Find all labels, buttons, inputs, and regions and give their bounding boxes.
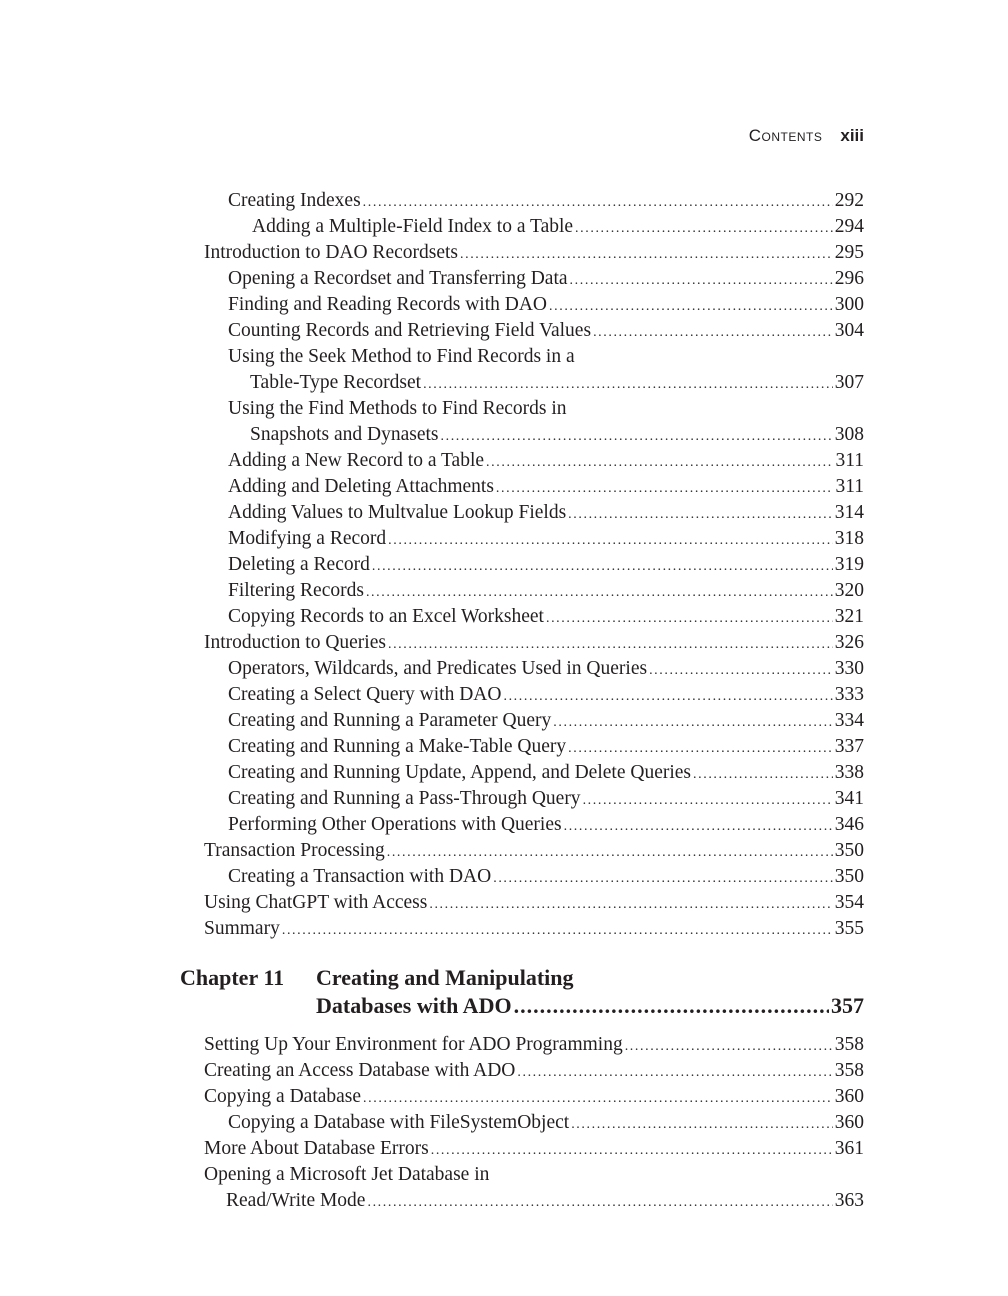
dot-leader — [571, 1112, 833, 1138]
entry-title: Using the Find Methods to Find Records in — [228, 398, 567, 419]
toc-entry — [204, 1084, 864, 1110]
dot-leader — [517, 1060, 832, 1086]
entry-page: 358 — [834, 1060, 864, 1081]
toc-entry — [204, 370, 864, 396]
entry-page: 333 — [834, 684, 864, 705]
chapter-heading — [180, 964, 864, 1020]
section-title: Contents — [748, 126, 823, 145]
entry-page: 320 — [834, 580, 864, 601]
dot-leader — [429, 892, 832, 918]
entry-title: Finding and Reading Records with DAO — [228, 294, 548, 315]
dot-leader — [649, 658, 833, 684]
entry-page: 350 — [834, 866, 864, 887]
entry-page: 341 — [834, 788, 864, 809]
dot-leader — [549, 294, 833, 320]
entry-title: Opening a Microsoft Jet Database in — [204, 1164, 490, 1185]
entry-title: Copying Records to an Excel Worksheet — [228, 606, 544, 627]
entry-title: Modifying a Record — [228, 528, 387, 549]
entry-page: 326 — [834, 632, 864, 653]
entry-title: Creating a Select Query with DAO — [228, 684, 502, 705]
dot-leader — [553, 710, 832, 736]
entry-title: Summary — [204, 918, 280, 939]
entry-title: Creating and Running a Make-Table Query — [228, 736, 567, 757]
entry-title: Deleting a Record — [228, 554, 370, 575]
toc-entry — [204, 708, 864, 734]
toc-entry — [204, 734, 864, 760]
entry-page: 295 — [834, 242, 864, 263]
entry-title: Creating and Running Update, Append, and Delete Queries — [228, 762, 692, 783]
toc-entry — [204, 1032, 864, 1058]
toc-entry — [204, 1188, 864, 1214]
toc-entry — [204, 396, 864, 422]
entry-page: 360 — [834, 1086, 864, 1107]
entry-title: Filtering Records — [228, 580, 364, 601]
entry-page: 319 — [834, 554, 864, 575]
entry-title: Copying a Database — [204, 1086, 362, 1107]
toc-entry — [204, 786, 864, 812]
entry-page: 318 — [834, 528, 864, 549]
entry-title: Introduction to Queries — [204, 632, 386, 653]
entry-page: 311 — [835, 476, 864, 497]
entry-page: 346 — [834, 814, 864, 835]
entry-title: Setting Up Your Environment for ADO Programming — [204, 1034, 623, 1055]
dot-leader — [388, 528, 833, 554]
entry-title: Adding Values to Multvalue Lookup Fields — [228, 502, 567, 523]
toc-list — [204, 188, 864, 942]
entry-page: 294 — [834, 216, 864, 237]
dot-leader — [387, 840, 833, 866]
toc-entry — [204, 890, 864, 916]
toc-entry — [204, 422, 864, 448]
entry-title: Read/Write Mode — [226, 1190, 366, 1211]
toc-entry — [204, 214, 864, 240]
dot-leader — [423, 372, 833, 398]
toc-entry — [204, 1162, 864, 1188]
dot-leader — [431, 1138, 833, 1164]
chapter-page: 357 — [831, 993, 864, 1018]
dot-leader — [575, 216, 833, 242]
toc-entry — [204, 1136, 864, 1162]
toc-entry — [204, 578, 864, 604]
dot-leader — [570, 268, 833, 294]
entry-page: 350 — [834, 840, 864, 861]
dot-leader — [460, 242, 833, 268]
toc-entry — [204, 604, 864, 630]
page-number: xiii — [840, 126, 864, 145]
toc-entry — [204, 630, 864, 656]
toc-entry — [204, 526, 864, 552]
dot-leader — [388, 632, 833, 658]
toc-entry — [204, 1110, 864, 1136]
chapter-label: Chapter 11 — [180, 965, 285, 990]
toc-entry — [204, 552, 864, 578]
toc-entry — [204, 682, 864, 708]
entry-page: 311 — [835, 450, 864, 471]
toc-entry — [204, 188, 864, 214]
entry-title: Performing Other Operations with Queries — [228, 814, 562, 835]
entry-title: Transaction Processing — [204, 840, 385, 861]
entry-title: Opening a Recordset and Transferring Data — [228, 268, 568, 289]
entry-title: Creating Indexes — [228, 190, 361, 211]
entry-page: 330 — [834, 658, 864, 679]
toc-list — [204, 1032, 864, 1214]
entry-title: Adding and Deleting Attachments — [228, 476, 494, 497]
entry-title: Copying a Database with FileSystemObject — [228, 1112, 570, 1133]
dot-leader — [493, 866, 833, 892]
toc-entry — [204, 240, 864, 266]
chapter-title-line2: Databases with ADO — [316, 993, 512, 1018]
dot-leader — [583, 788, 833, 814]
dot-leader — [486, 450, 833, 476]
entry-title: Creating and Running a Pass-Through Query — [228, 788, 581, 809]
entry-page: 334 — [834, 710, 864, 731]
toc-entry — [204, 760, 864, 786]
toc-entry — [204, 1058, 864, 1084]
chapter-title-line1: Creating and Manipulating — [316, 965, 574, 990]
toc-entry — [204, 916, 864, 942]
entry-page: 361 — [834, 1138, 864, 1159]
dot-leader — [503, 684, 832, 710]
entry-page: 338 — [834, 762, 864, 783]
entry-page: 354 — [834, 892, 864, 913]
entry-page: 358 — [834, 1034, 864, 1055]
entry-title: Creating an Access Database with ADO — [204, 1060, 516, 1081]
entry-title: Introduction to DAO Recordsets — [204, 242, 458, 263]
toc-entry — [204, 812, 864, 838]
dot-leader — [625, 1034, 833, 1060]
toc-entry — [204, 318, 864, 344]
entry-page: 307 — [834, 372, 864, 393]
dot-leader — [441, 424, 833, 450]
toc-entry — [204, 344, 864, 370]
dot-leader — [568, 736, 833, 762]
dot-leader — [372, 554, 833, 580]
entry-title: Creating and Running a Parameter Query — [228, 710, 552, 731]
entry-title: Counting Records and Retrieving Field Values — [228, 320, 592, 341]
entry-title: More About Database Errors — [204, 1138, 429, 1159]
dot-leader — [496, 476, 834, 502]
toc-entry — [204, 864, 864, 890]
entry-page: 304 — [834, 320, 864, 341]
entry-title: Using ChatGPT with Access — [204, 892, 428, 913]
toc-entry — [204, 656, 864, 682]
dot-leader — [564, 814, 833, 840]
toc-entry — [204, 448, 864, 474]
entry-title: Table-Type Recordset — [250, 372, 422, 393]
toc-entry — [204, 474, 864, 500]
entry-page: 296 — [834, 268, 864, 289]
running-header — [749, 126, 864, 146]
entry-page: 321 — [834, 606, 864, 627]
toc-entry — [204, 838, 864, 864]
dot-leader — [546, 606, 833, 632]
dot-leader — [363, 1086, 833, 1112]
entry-title: Adding a Multiple-Field Index to a Table — [252, 216, 574, 237]
dot-leader — [693, 762, 833, 788]
dot-leader — [282, 918, 833, 944]
dot-leader — [514, 992, 829, 1020]
entry-title: Using the Seek Method to Find Records in a — [228, 346, 575, 367]
dot-leader — [593, 320, 833, 346]
entry-page: 308 — [834, 424, 864, 445]
dot-leader — [568, 502, 833, 528]
entry-page: 355 — [834, 918, 864, 939]
entry-page: 292 — [834, 190, 864, 211]
entry-page: 314 — [834, 502, 864, 523]
entry-title: Creating a Transaction with DAO — [228, 866, 492, 887]
entry-page: 363 — [834, 1190, 864, 1211]
entry-page: 300 — [834, 294, 864, 315]
dot-leader — [363, 190, 833, 216]
dot-leader — [367, 1190, 832, 1216]
entry-title: Adding a New Record to a Table — [228, 450, 485, 471]
entry-page: 337 — [834, 736, 864, 757]
dot-leader — [366, 580, 833, 606]
entry-title: Operators, Wildcards, and Predicates Used in Queries — [228, 658, 648, 679]
entry-page: 360 — [834, 1112, 864, 1133]
entry-title: Snapshots and Dynasets — [250, 424, 439, 445]
toc-entry — [204, 292, 864, 318]
toc-entry — [204, 266, 864, 292]
toc-entry — [204, 500, 864, 526]
